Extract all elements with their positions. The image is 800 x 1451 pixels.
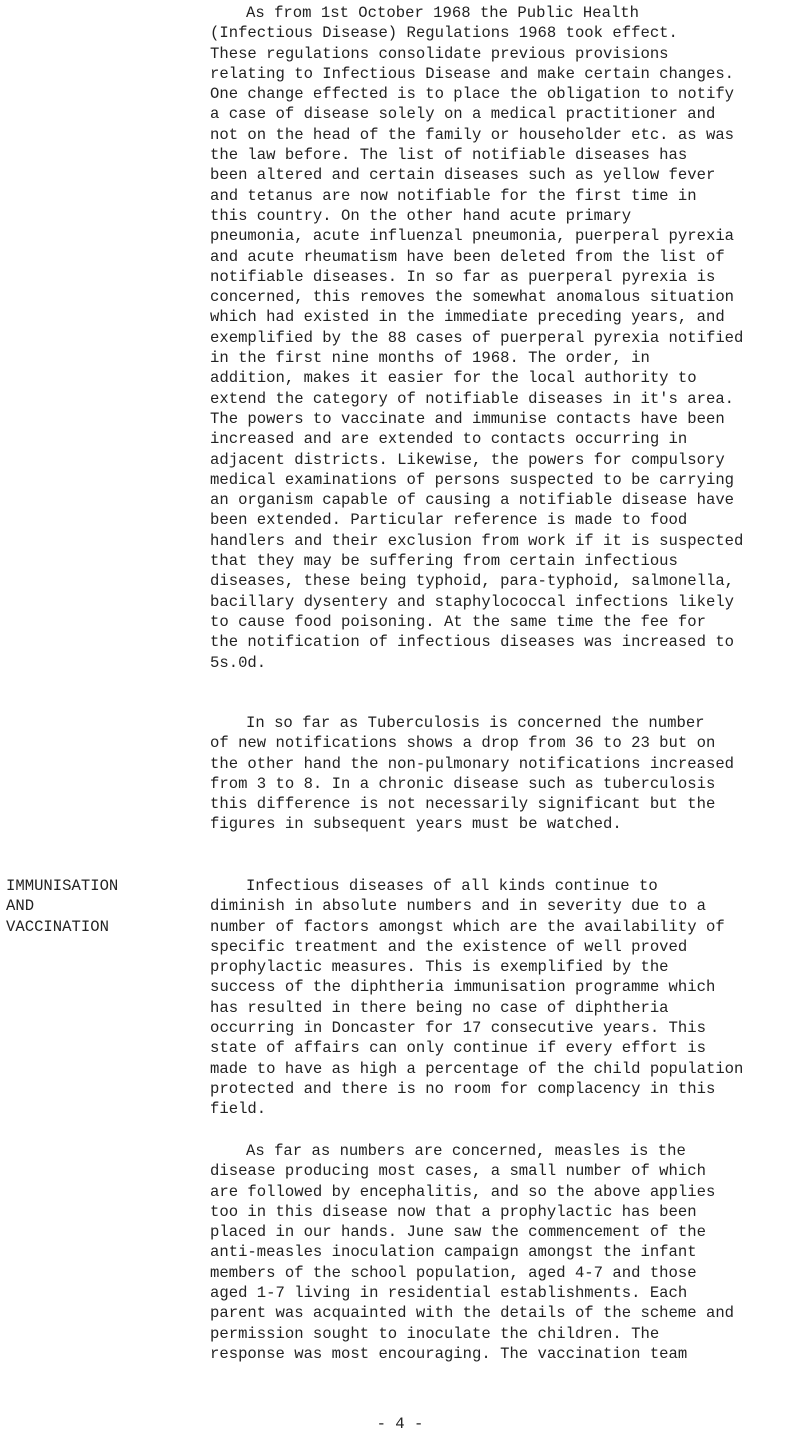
text-line: in the first nine months of 1968. The order, in [210,349,650,368]
text-line: state of affairs can only continue if every effort is [210,1039,706,1058]
text-line: are followed by encephalitis, and so the above applies [210,1182,716,1201]
text-line: diminish in absolute numbers and in severity due to a [210,897,706,916]
text-line: One change effected is to place the obligation to notify [210,85,735,104]
text-line: aged 1-7 living in residential establishments. Each [210,1284,688,1303]
text-line: parent was acquainted with the details of the scheme and [210,1304,735,1323]
text-line: pneumonia, acute influenzal pneumonia, puerperal pyrexia [210,227,735,246]
text-line: this country. On the other hand acute primary [210,206,632,225]
text-line: been altered and certain diseases such as yellow fever [210,166,716,185]
text-line: anti-measles inoculation campaign amongst the infant [210,1243,697,1262]
text-line: occurring in Doncaster for 17 consecutive years. This [210,1019,706,1038]
text-line: concerned, this removes the somewhat anomalous situation [210,288,735,307]
text-line: and tetanus are now notifiable for the first time in [210,186,697,205]
text-line: of new notifications shows a drop from 36 to 23 but on [210,734,716,753]
side-heading-line: IMMUNISATION [6,877,119,895]
text-line: specific treatment and the existence of well proved [210,937,688,956]
text-line: permission sought to inoculate the children. The [210,1324,660,1343]
text-line: made to have as high a percentage of the child population [210,1059,744,1078]
text-line: diseases, these being typhoid, para-typhoid, salmonella, [210,572,735,591]
text-line: addition, makes it easier for the local authority to [210,369,697,388]
text-line: exemplified by the 88 cases of puerperal pyrexia notified [210,328,744,347]
text-line: has resulted in there being no case of diphtheria [210,998,669,1017]
text-line: a case of disease solely on a medical practitioner and [210,105,716,124]
text-line: members of the school population, aged 4-7 and those [210,1263,697,1282]
text-line: placed in our hands. June saw the commencement of the [210,1223,706,1242]
text-line: In so far as Tuberculosis is concerned the number [246,714,705,732]
text-line: the other hand the non-pulmonary notifications increased [210,754,735,773]
paragraph-tuberculosis [210,713,790,835]
text-line: Infectious diseases of all kinds continue to [246,877,658,895]
paragraph-infectious-diseases [210,876,790,1120]
side-heading-line: VACCINATION [6,917,109,936]
text-line: the law before. The list of notifiable diseases has [210,146,688,165]
text-line: extend the category of notifiable diseases in it's area. [210,389,735,408]
paragraph-measles [210,1141,790,1364]
text-line: the notification of infectious diseases was increased to [210,633,735,652]
text-line: been extended. Particular reference is made to food [210,511,688,530]
text-line: an organism capable of causing a notifiable disease have [210,491,735,510]
text-line: to cause food poisoning. At the same time the fee for [210,612,706,631]
text-line: The powers to vaccinate and immunise contacts have been [210,409,725,428]
text-line: number of factors amongst which are the availability of [210,917,725,936]
paragraph-regulations [210,3,790,673]
text-line: As far as numbers are concerned, measles is the [246,1142,686,1160]
text-line: medical examinations of persons suspected to be carrying [210,470,735,489]
side-heading-immunisation [6,876,196,937]
text-line: which had existed in the immediate preceding years, and [210,308,725,327]
text-line: success of the diphtheria immunisation programme which [210,978,716,997]
text-line: that they may be suffering from certain infectious [210,552,678,571]
text-line: field. [210,1100,267,1119]
text-line: These regulations consolidate previous provisions [210,44,669,63]
page-number: - 4 - [376,1415,424,1433]
text-line: increased and are extended to contacts occurring in [210,430,688,449]
text-line: prophylactic measures. This is exemplified by the [210,958,669,977]
text-line: protected and there is no room for complacency in this [210,1079,716,1098]
text-line: bacillary dysentery and staphylococcal infections likely [210,592,735,611]
text-line: figures in subsequent years must be watched. [210,815,622,834]
text-line: notifiable diseases. In so far as puerperal pyrexia is [210,267,716,286]
text-line: and acute rheumatism have been deleted from the list of [210,247,725,266]
text-line: relating to Infectious Disease and make certain changes. [210,64,735,83]
text-line: not on the head of the family or householder etc. as was [210,125,735,144]
text-line: response was most encouraging. The vaccination team [210,1344,688,1363]
text-line: from 3 to 8. In a chronic disease such as tuberculosis [210,774,716,793]
text-line: adjacent districts. Likewise, the powers for compulsory [210,450,725,469]
text-line: (Infectious Disease) Regulations 1968 took effect. [210,24,678,43]
text-line: this difference is not necessarily significant but the [210,795,716,814]
text-line: handlers and their exclusion from work if it is suspected [210,531,744,550]
text-line: As from 1st October 1968 the Public Health [246,4,640,22]
side-heading-line: AND [6,897,35,916]
text-line: too in this disease now that a prophylactic has been [210,1202,697,1221]
text-line: 5s.0d. [210,653,267,672]
text-line: disease producing most cases, a small number of which [210,1162,706,1181]
